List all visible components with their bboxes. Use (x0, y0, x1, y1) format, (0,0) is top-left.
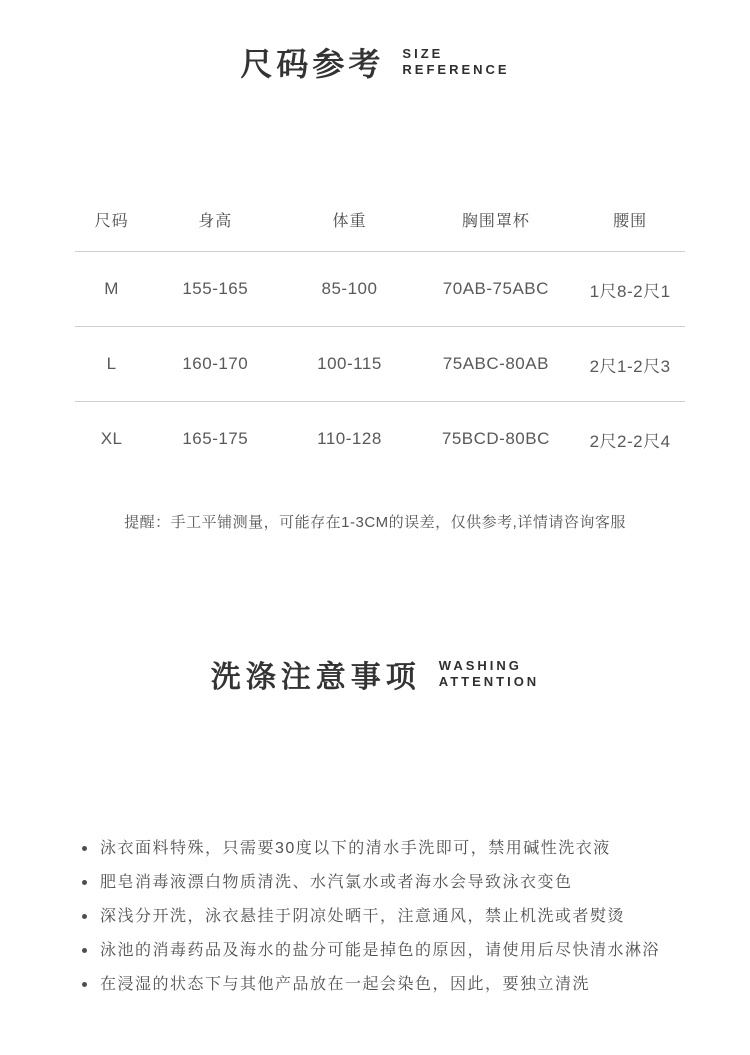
size-reference-title (0, 40, 750, 84)
cell-height: 155-165 (148, 252, 282, 327)
washing-attention-title-en (439, 658, 539, 690)
table-row-l (75, 327, 685, 402)
table-row-xl (75, 402, 685, 477)
cell-size: M (75, 252, 148, 327)
size-reference-title-en-line1: SIZE (402, 46, 444, 61)
cell-size: XL (100, 429, 123, 448)
cell-height: 160-170 (148, 327, 282, 402)
size-table-header-row (75, 187, 685, 252)
washing-list-item: 泳衣面料特殊，只需要30度以下的清水手洗即可，禁用碱性洗衣液 (80, 832, 700, 866)
cell-bust-cup: 70AB-75ABC (417, 252, 576, 327)
measurement-note: 提醒：手工平铺测量，可能存在1-3CM的误差，仅供参考,详情请咨询客服 (124, 514, 626, 531)
cell-weight: 85-100 (282, 252, 416, 327)
size-table (75, 187, 685, 476)
cell-weight: 100-115 (282, 327, 416, 402)
washing-attention-title-en-line2: ATTENTION (438, 674, 540, 689)
cell-size: L (75, 327, 148, 402)
cell-waist: 2尺1-2尺3 (575, 327, 685, 402)
cell-height: 165-175 (182, 429, 249, 448)
cell-waist: 1尺8-2尺1 (575, 252, 685, 327)
size-reference-title-en (402, 46, 509, 78)
size-reference-title-en-line2: REFERENCE (402, 62, 510, 77)
column-header-weight: 体重 (282, 187, 416, 252)
table-row-m (75, 252, 685, 327)
column-header-height: 身高 (148, 187, 282, 252)
size-reference-title-cn: 尺码参考 (240, 46, 385, 82)
washing-attention-title (0, 652, 750, 696)
washing-list-item: 泳池的消毒药品及海水的盐分可能是掉色的原因，请使用后尽快清水淋浴 (80, 934, 700, 968)
washing-list-item: 肥皂消毒液漂白物质清洗、水汽氯水或者海水会导致泳衣变色 (80, 866, 700, 900)
column-header-waist: 腰围 (575, 187, 685, 252)
washing-list-item: 深浅分开洗，泳衣悬挂于阴凉处晒干，注意通风，禁止机洗或者熨烫 (80, 900, 700, 934)
column-header-size: 尺码 (75, 187, 148, 252)
column-header-bust-cup: 胸围罩杯 (417, 187, 576, 252)
washing-instruction-list (80, 832, 700, 1002)
cell-waist: 2尺2-2尺4 (589, 431, 671, 451)
cell-bust-cup: 75BCD-80BC (441, 429, 550, 448)
cell-weight: 110-128 (317, 429, 382, 448)
washing-attention-title-cn: 洗涤注意事项 (210, 661, 421, 694)
cell-bust-cup: 75ABC-80AB (417, 327, 576, 402)
washing-list-item: 在浸湿的状态下与其他产品放在一起会染色，因此，要独立清洗 (80, 968, 700, 1002)
washing-attention-title-en-line1: WASHING (438, 658, 522, 673)
